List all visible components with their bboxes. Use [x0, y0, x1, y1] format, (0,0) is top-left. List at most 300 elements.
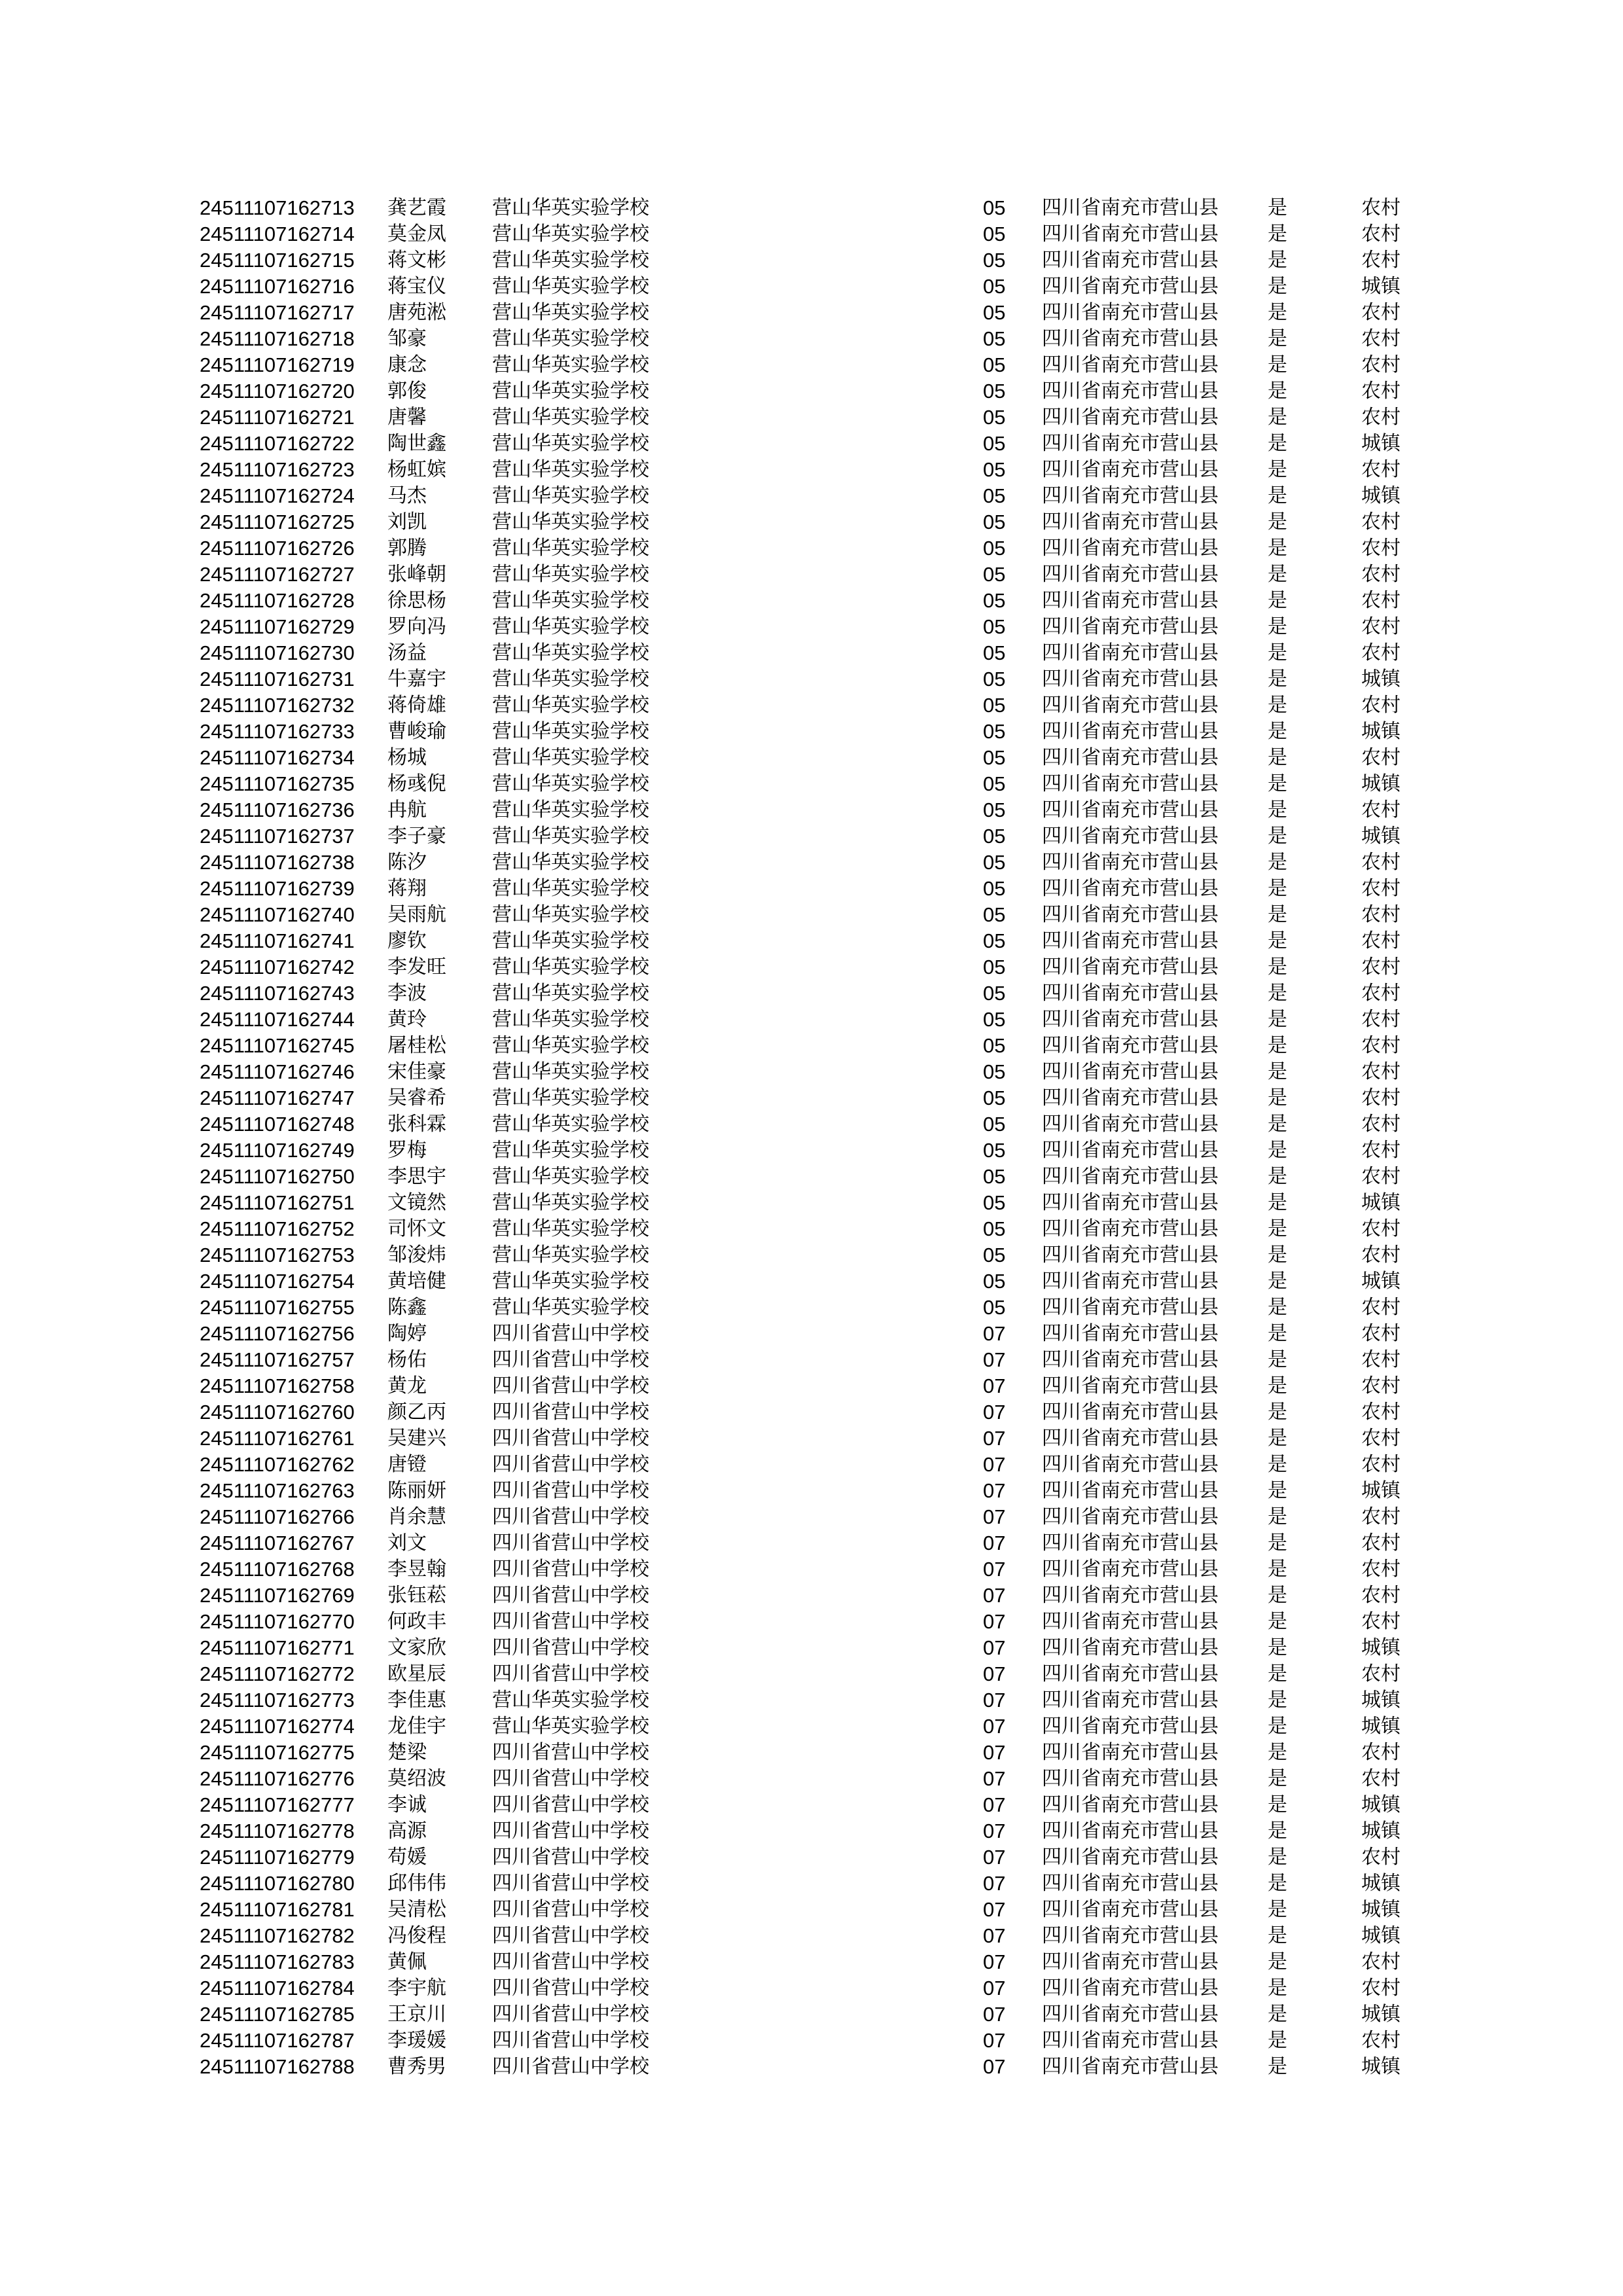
student-id-cell: 24511107162775 — [200, 1741, 355, 1764]
student-name-cell: 陶婷 — [387, 1322, 427, 1345]
table-row — [0, 797, 1623, 823]
table-row — [0, 666, 1623, 692]
flag-cell: 是 — [1268, 1793, 1287, 1816]
student-name-cell: 颜乙丙 — [387, 1401, 446, 1424]
student-name-cell: 欧星辰 — [387, 1662, 446, 1685]
student-id-cell: 24511107162717 — [200, 301, 355, 324]
school-name-cell: 四川省营山中学校 — [492, 1977, 649, 2000]
region-cell: 四川省南充市营山县 — [1042, 825, 1219, 848]
table-row — [0, 1164, 1623, 1190]
residence-type-cell: 农村 — [1361, 1950, 1400, 1973]
residence-type-cell: 农村 — [1361, 1322, 1400, 1345]
region-cell: 四川省南充市营山县 — [1042, 1270, 1219, 1293]
table-row — [0, 1687, 1623, 1713]
student-id-cell: 24511107162715 — [200, 249, 355, 272]
school-name-cell: 四川省营山中学校 — [492, 1584, 649, 1607]
residence-type-cell: 农村 — [1361, 1427, 1400, 1450]
region-cell: 四川省南充市营山县 — [1042, 196, 1219, 219]
region-cell: 四川省南充市营山县 — [1042, 511, 1219, 533]
flag-cell: 是 — [1268, 327, 1287, 350]
residence-type-cell: 农村 — [1361, 380, 1400, 403]
school-name-cell: 营山华英实验学校 — [492, 223, 649, 245]
table-row — [0, 1399, 1623, 1426]
table-row — [0, 326, 1623, 352]
school-name-cell: 营山华英实验学校 — [492, 1034, 649, 1057]
student-name-cell: 蒋翔 — [387, 877, 427, 900]
school-name-cell: 营山华英实验学校 — [492, 458, 649, 481]
table-row — [0, 221, 1623, 247]
school-code-cell: 05 — [983, 196, 1006, 219]
region-cell: 四川省南充市营山县 — [1042, 563, 1219, 586]
student-id-cell: 24511107162742 — [200, 956, 355, 978]
flag-cell: 是 — [1268, 1872, 1287, 1895]
student-id-cell: 24511107162727 — [200, 563, 355, 586]
flag-cell: 是 — [1268, 380, 1287, 403]
region-cell: 四川省南充市营山县 — [1042, 1191, 1219, 1214]
region-cell: 四川省南充市营山县 — [1042, 1453, 1219, 1476]
flag-cell: 是 — [1268, 1636, 1287, 1659]
flag-cell: 是 — [1268, 1113, 1287, 1136]
residence-type-cell: 城镇 — [1361, 1715, 1400, 1738]
student-name-cell: 蒋文彬 — [387, 249, 446, 272]
residence-type-cell: 城镇 — [1361, 275, 1400, 298]
flag-cell: 是 — [1268, 798, 1287, 821]
student-id-cell: 24511107162730 — [200, 641, 355, 664]
flag-cell: 是 — [1268, 2003, 1287, 2026]
table-row — [0, 588, 1623, 614]
school-code-cell: 05 — [983, 484, 1006, 507]
flag-cell: 是 — [1268, 1950, 1287, 1973]
school-code-cell: 05 — [983, 1060, 1006, 1083]
school-code-cell: 07 — [983, 1977, 1006, 2000]
flag-cell: 是 — [1268, 1689, 1287, 1712]
region-cell: 四川省南充市营山县 — [1042, 458, 1219, 481]
school-name-cell: 营山华英实验学校 — [492, 301, 649, 324]
table-row — [0, 1504, 1623, 1530]
school-name-cell: 营山华英实验学校 — [492, 1165, 649, 1188]
residence-type-cell: 城镇 — [1361, 1636, 1400, 1659]
table-row — [0, 1478, 1623, 1504]
student-id-cell: 24511107162780 — [200, 1872, 355, 1895]
school-code-cell: 05 — [983, 511, 1006, 533]
school-name-cell: 营山华英实验学校 — [492, 1270, 649, 1293]
student-name-cell: 莫绍波 — [387, 1767, 446, 1790]
residence-type-cell: 农村 — [1361, 1977, 1400, 2000]
student-name-cell: 黄龙 — [387, 1374, 427, 1397]
school-name-cell: 营山华英实验学校 — [492, 1689, 649, 1712]
region-cell: 四川省南充市营山县 — [1042, 720, 1219, 743]
table-row — [0, 431, 1623, 457]
residence-type-cell: 农村 — [1361, 589, 1400, 612]
school-code-cell: 07 — [983, 1793, 1006, 1816]
school-name-cell: 四川省营山中学校 — [492, 1898, 649, 1921]
school-code-cell: 07 — [983, 1898, 1006, 1921]
school-name-cell: 四川省营山中学校 — [492, 1374, 649, 1397]
student-id-cell: 24511107162735 — [200, 772, 355, 795]
school-name-cell: 四川省营山中学校 — [492, 1532, 649, 1554]
table-row — [0, 2001, 1623, 2028]
residence-type-cell: 城镇 — [1361, 720, 1400, 743]
residence-type-cell: 农村 — [1361, 537, 1400, 560]
flag-cell: 是 — [1268, 1846, 1287, 1869]
flag-cell: 是 — [1268, 1191, 1287, 1214]
flag-cell: 是 — [1268, 720, 1287, 743]
flag-cell: 是 — [1268, 511, 1287, 533]
student-name-cell: 杨城 — [387, 746, 427, 769]
student-name-cell: 李波 — [387, 982, 427, 1005]
flag-cell: 是 — [1268, 563, 1287, 586]
region-cell: 四川省南充市营山县 — [1042, 1767, 1219, 1790]
student-id-cell: 24511107162779 — [200, 1846, 355, 1869]
student-name-cell: 唐镫 — [387, 1453, 427, 1476]
student-name-cell: 唐馨 — [387, 406, 427, 429]
region-cell: 四川省南充市营山县 — [1042, 668, 1219, 691]
student-id-cell: 24511107162739 — [200, 877, 355, 900]
student-id-cell: 24511107162769 — [200, 1584, 355, 1607]
region-cell: 四川省南充市营山县 — [1042, 746, 1219, 769]
flag-cell: 是 — [1268, 537, 1287, 560]
student-name-cell: 司怀文 — [387, 1217, 446, 1240]
school-name-cell: 四川省营山中学校 — [492, 1427, 649, 1450]
student-id-cell: 24511107162754 — [200, 1270, 355, 1293]
student-id-cell: 24511107162768 — [200, 1558, 355, 1581]
school-code-cell: 07 — [983, 2029, 1006, 2052]
region-cell: 四川省南充市营山县 — [1042, 982, 1219, 1005]
residence-type-cell: 城镇 — [1361, 484, 1400, 507]
table-row — [0, 850, 1623, 876]
flag-cell: 是 — [1268, 1479, 1287, 1502]
school-code-cell: 05 — [983, 1296, 1006, 1319]
residence-type-cell: 农村 — [1361, 1505, 1400, 1528]
region-cell: 四川省南充市营山县 — [1042, 249, 1219, 272]
student-name-cell: 李昱翰 — [387, 1558, 446, 1581]
residence-type-cell: 城镇 — [1361, 825, 1400, 848]
student-id-cell: 24511107162734 — [200, 746, 355, 769]
flag-cell: 是 — [1268, 1558, 1287, 1581]
student-id-cell: 24511107162738 — [200, 851, 355, 874]
school-code-cell: 07 — [983, 1846, 1006, 1869]
student-id-cell: 24511107162733 — [200, 720, 355, 743]
student-id-cell: 24511107162770 — [200, 1610, 355, 1633]
residence-type-cell: 农村 — [1361, 1296, 1400, 1319]
flag-cell: 是 — [1268, 1139, 1287, 1162]
student-id-cell: 24511107162760 — [200, 1401, 355, 1424]
school-name-cell: 营山华英实验学校 — [492, 511, 649, 533]
student-name-cell: 李诚 — [387, 1793, 427, 1816]
residence-type-cell: 农村 — [1361, 301, 1400, 324]
table-row — [0, 1818, 1623, 1844]
flag-cell: 是 — [1268, 1270, 1287, 1293]
school-code-cell: 07 — [983, 1322, 1006, 1345]
school-name-cell: 四川省营山中学校 — [492, 2029, 649, 2052]
student-name-cell: 陈汐 — [387, 851, 427, 874]
school-code-cell: 05 — [983, 668, 1006, 691]
table-row — [0, 692, 1623, 719]
student-id-cell: 24511107162778 — [200, 1820, 355, 1842]
school-name-cell: 营山华英实验学校 — [492, 353, 649, 376]
student-table — [0, 195, 1623, 2080]
table-row — [0, 2028, 1623, 2054]
region-cell: 四川省南充市营山县 — [1042, 1610, 1219, 1633]
region-cell: 四川省南充市营山县 — [1042, 956, 1219, 978]
table-row — [0, 1373, 1623, 1399]
school-name-cell: 营山华英实验学校 — [492, 327, 649, 350]
table-row — [0, 1871, 1623, 1897]
student-name-cell: 邹浚炜 — [387, 1244, 446, 1266]
student-id-cell: 24511107162761 — [200, 1427, 355, 1450]
flag-cell: 是 — [1268, 1322, 1287, 1345]
student-name-cell: 张峰朝 — [387, 563, 446, 586]
school-name-cell: 四川省营山中学校 — [492, 1348, 649, 1371]
school-name-cell: 营山华英实验学校 — [492, 877, 649, 900]
student-id-cell: 24511107162737 — [200, 825, 355, 848]
region-cell: 四川省南充市营山县 — [1042, 1401, 1219, 1424]
student-id-cell: 24511107162751 — [200, 1191, 355, 1214]
table-row — [0, 1530, 1623, 1556]
student-name-cell: 李瑗媛 — [387, 2029, 446, 2052]
school-code-cell: 05 — [983, 589, 1006, 612]
flag-cell: 是 — [1268, 1715, 1287, 1738]
table-row — [0, 1268, 1623, 1295]
school-name-cell: 营山华英实验学校 — [492, 589, 649, 612]
student-name-cell: 牛嘉宇 — [387, 668, 446, 691]
student-name-cell: 宋佳豪 — [387, 1060, 446, 1083]
school-code-cell: 05 — [983, 1008, 1006, 1031]
school-name-cell: 营山华英实验学校 — [492, 982, 649, 1005]
region-cell: 四川省南充市营山县 — [1042, 2003, 1219, 2026]
residence-type-cell: 城镇 — [1361, 2055, 1400, 2078]
table-row — [0, 954, 1623, 980]
student-id-cell: 24511107162720 — [200, 380, 355, 403]
table-row — [0, 1923, 1623, 1949]
school-code-cell: 05 — [983, 537, 1006, 560]
school-code-cell: 05 — [983, 1034, 1006, 1057]
region-cell: 四川省南充市营山县 — [1042, 1715, 1219, 1738]
school-name-cell: 营山华英实验学校 — [492, 1086, 649, 1109]
student-id-cell: 24511107162743 — [200, 982, 355, 1005]
table-row — [0, 1216, 1623, 1242]
region-cell: 四川省南充市营山县 — [1042, 1636, 1219, 1659]
school-code-cell: 05 — [983, 1217, 1006, 1240]
school-name-cell: 四川省营山中学校 — [492, 1401, 649, 1424]
residence-type-cell: 农村 — [1361, 982, 1400, 1005]
school-code-cell: 05 — [983, 772, 1006, 795]
flag-cell: 是 — [1268, 1401, 1287, 1424]
student-id-cell: 24511107162741 — [200, 929, 355, 952]
region-cell: 四川省南充市营山县 — [1042, 301, 1219, 324]
region-cell: 四川省南充市营山县 — [1042, 1532, 1219, 1554]
student-id-cell: 24511107162785 — [200, 2003, 355, 2026]
residence-type-cell: 农村 — [1361, 1610, 1400, 1633]
student-id-cell: 24511107162729 — [200, 615, 355, 638]
school-code-cell: 05 — [983, 458, 1006, 481]
residence-type-cell: 农村 — [1361, 1034, 1400, 1057]
residence-type-cell: 城镇 — [1361, 668, 1400, 691]
region-cell: 四川省南充市营山县 — [1042, 327, 1219, 350]
residence-type-cell: 农村 — [1361, 1244, 1400, 1266]
student-id-cell: 24511107162726 — [200, 537, 355, 560]
school-code-cell: 05 — [983, 1113, 1006, 1136]
residence-type-cell: 农村 — [1361, 563, 1400, 586]
school-code-cell: 07 — [983, 1636, 1006, 1659]
residence-type-cell: 城镇 — [1361, 1820, 1400, 1842]
flag-cell: 是 — [1268, 1505, 1287, 1528]
student-id-cell: 24511107162771 — [200, 1636, 355, 1659]
school-name-cell: 营山华英实验学校 — [492, 537, 649, 560]
student-id-cell: 24511107162719 — [200, 353, 355, 376]
region-cell: 四川省南充市营山县 — [1042, 929, 1219, 952]
school-code-cell: 07 — [983, 1689, 1006, 1712]
residence-type-cell: 农村 — [1361, 929, 1400, 952]
table-row — [0, 1138, 1623, 1164]
school-name-cell: 营山华英实验学校 — [492, 1296, 649, 1319]
residence-type-cell: 农村 — [1361, 2029, 1400, 2052]
school-name-cell: 四川省营山中学校 — [492, 1820, 649, 1842]
table-row — [0, 1635, 1623, 1661]
student-name-cell: 李子豪 — [387, 825, 446, 848]
student-name-cell: 刘文 — [387, 1532, 427, 1554]
school-name-cell: 营山华英实验学校 — [492, 380, 649, 403]
residence-type-cell: 城镇 — [1361, 1898, 1400, 1921]
region-cell: 四川省南充市营山县 — [1042, 537, 1219, 560]
school-code-cell: 07 — [983, 1715, 1006, 1738]
school-name-cell: 四川省营山中学校 — [492, 1950, 649, 1973]
school-name-cell: 四川省营山中学校 — [492, 1741, 649, 1764]
student-id-cell: 24511107162782 — [200, 1924, 355, 1947]
school-name-cell: 营山华英实验学校 — [492, 1139, 649, 1162]
student-name-cell: 邹豪 — [387, 327, 427, 350]
school-code-cell: 07 — [983, 1610, 1006, 1633]
school-name-cell: 四川省营山中学校 — [492, 1767, 649, 1790]
school-code-cell: 05 — [983, 825, 1006, 848]
student-name-cell: 邱伟伟 — [387, 1872, 446, 1895]
residence-type-cell: 农村 — [1361, 1139, 1400, 1162]
flag-cell: 是 — [1268, 1086, 1287, 1109]
residence-type-cell: 农村 — [1361, 956, 1400, 978]
region-cell: 四川省南充市营山县 — [1042, 1977, 1219, 2000]
region-cell: 四川省南充市营山县 — [1042, 1898, 1219, 1921]
school-code-cell: 05 — [983, 877, 1006, 900]
student-id-cell: 24511107162725 — [200, 511, 355, 533]
table-row — [0, 1897, 1623, 1923]
residence-type-cell: 农村 — [1361, 615, 1400, 638]
school-name-cell: 营山华英实验学校 — [492, 1217, 649, 1240]
school-code-cell: 05 — [983, 406, 1006, 429]
school-code-cell: 05 — [983, 1165, 1006, 1188]
student-id-cell: 24511107162772 — [200, 1662, 355, 1685]
school-code-cell: 05 — [983, 1191, 1006, 1214]
school-code-cell: 07 — [983, 1453, 1006, 1476]
residence-type-cell: 农村 — [1361, 353, 1400, 376]
table-row — [0, 823, 1623, 850]
flag-cell: 是 — [1268, 223, 1287, 245]
table-row — [0, 640, 1623, 666]
region-cell: 四川省南充市营山县 — [1042, 353, 1219, 376]
region-cell: 四川省南充市营山县 — [1042, 223, 1219, 245]
residence-type-cell: 农村 — [1361, 903, 1400, 926]
school-name-cell: 营山华英实验学校 — [492, 720, 649, 743]
flag-cell: 是 — [1268, 1244, 1287, 1266]
table-row — [0, 562, 1623, 588]
school-code-cell: 05 — [983, 563, 1006, 586]
student-id-cell: 24511107162784 — [200, 1977, 355, 2000]
student-name-cell: 张科霖 — [387, 1113, 446, 1136]
student-name-cell: 何政丰 — [387, 1610, 446, 1633]
school-code-cell: 05 — [983, 956, 1006, 978]
region-cell: 四川省南充市营山县 — [1042, 432, 1219, 455]
region-cell: 四川省南充市营山县 — [1042, 1139, 1219, 1162]
school-code-cell: 07 — [983, 1401, 1006, 1424]
flag-cell: 是 — [1268, 458, 1287, 481]
school-code-cell: 05 — [983, 1244, 1006, 1266]
school-name-cell: 营山华英实验学校 — [492, 798, 649, 821]
table-row — [0, 928, 1623, 954]
school-name-cell: 营山华英实验学校 — [492, 1008, 649, 1031]
flag-cell: 是 — [1268, 641, 1287, 664]
school-code-cell: 07 — [983, 1374, 1006, 1397]
student-id-cell: 24511107162736 — [200, 798, 355, 821]
school-code-cell: 05 — [983, 353, 1006, 376]
residence-type-cell: 城镇 — [1361, 1270, 1400, 1293]
school-code-cell: 07 — [983, 1741, 1006, 1764]
school-code-cell: 05 — [983, 694, 1006, 717]
region-cell: 四川省南充市营山县 — [1042, 589, 1219, 612]
school-code-cell: 07 — [983, 2055, 1006, 2078]
student-name-cell: 李发旺 — [387, 956, 446, 978]
table-row — [0, 1426, 1623, 1452]
table-row — [0, 1452, 1623, 1478]
school-code-cell: 07 — [983, 2003, 1006, 2026]
table-row — [0, 1111, 1623, 1138]
school-code-cell: 05 — [983, 1139, 1006, 1162]
flag-cell: 是 — [1268, 275, 1287, 298]
school-code-cell: 05 — [983, 249, 1006, 272]
table-row — [0, 1609, 1623, 1635]
flag-cell: 是 — [1268, 1898, 1287, 1921]
student-name-cell: 黄培健 — [387, 1270, 446, 1293]
residence-type-cell: 农村 — [1361, 1348, 1400, 1371]
flag-cell: 是 — [1268, 772, 1287, 795]
student-id-cell: 24511107162731 — [200, 668, 355, 691]
school-name-cell: 营山华英实验学校 — [492, 1060, 649, 1083]
student-name-cell: 楚梁 — [387, 1741, 427, 1764]
school-code-cell: 07 — [983, 1924, 1006, 1947]
school-name-cell: 营山华英实验学校 — [492, 746, 649, 769]
residence-type-cell: 农村 — [1361, 746, 1400, 769]
student-id-cell: 24511107162783 — [200, 1950, 355, 1973]
flag-cell: 是 — [1268, 432, 1287, 455]
school-name-cell: 营山华英实验学校 — [492, 249, 649, 272]
school-name-cell: 营山华英实验学校 — [492, 1191, 649, 1214]
school-name-cell: 营山华英实验学校 — [492, 903, 649, 926]
student-id-cell: 24511107162756 — [200, 1322, 355, 1345]
student-name-cell: 吴建兴 — [387, 1427, 446, 1450]
region-cell: 四川省南充市营山县 — [1042, 1322, 1219, 1345]
school-code-cell: 05 — [983, 380, 1006, 403]
region-cell: 四川省南充市营山县 — [1042, 1427, 1219, 1450]
student-name-cell: 李宇航 — [387, 1977, 446, 2000]
region-cell: 四川省南充市营山县 — [1042, 1374, 1219, 1397]
flag-cell: 是 — [1268, 1610, 1287, 1633]
table-row — [0, 1190, 1623, 1216]
region-cell: 四川省南充市营山县 — [1042, 1296, 1219, 1319]
student-name-cell: 马杰 — [387, 484, 427, 507]
residence-type-cell: 农村 — [1361, 798, 1400, 821]
school-code-cell: 07 — [983, 1348, 1006, 1371]
flag-cell: 是 — [1268, 615, 1287, 638]
region-cell: 四川省南充市营山县 — [1042, 1872, 1219, 1895]
school-name-cell: 四川省营山中学校 — [492, 1924, 649, 1947]
